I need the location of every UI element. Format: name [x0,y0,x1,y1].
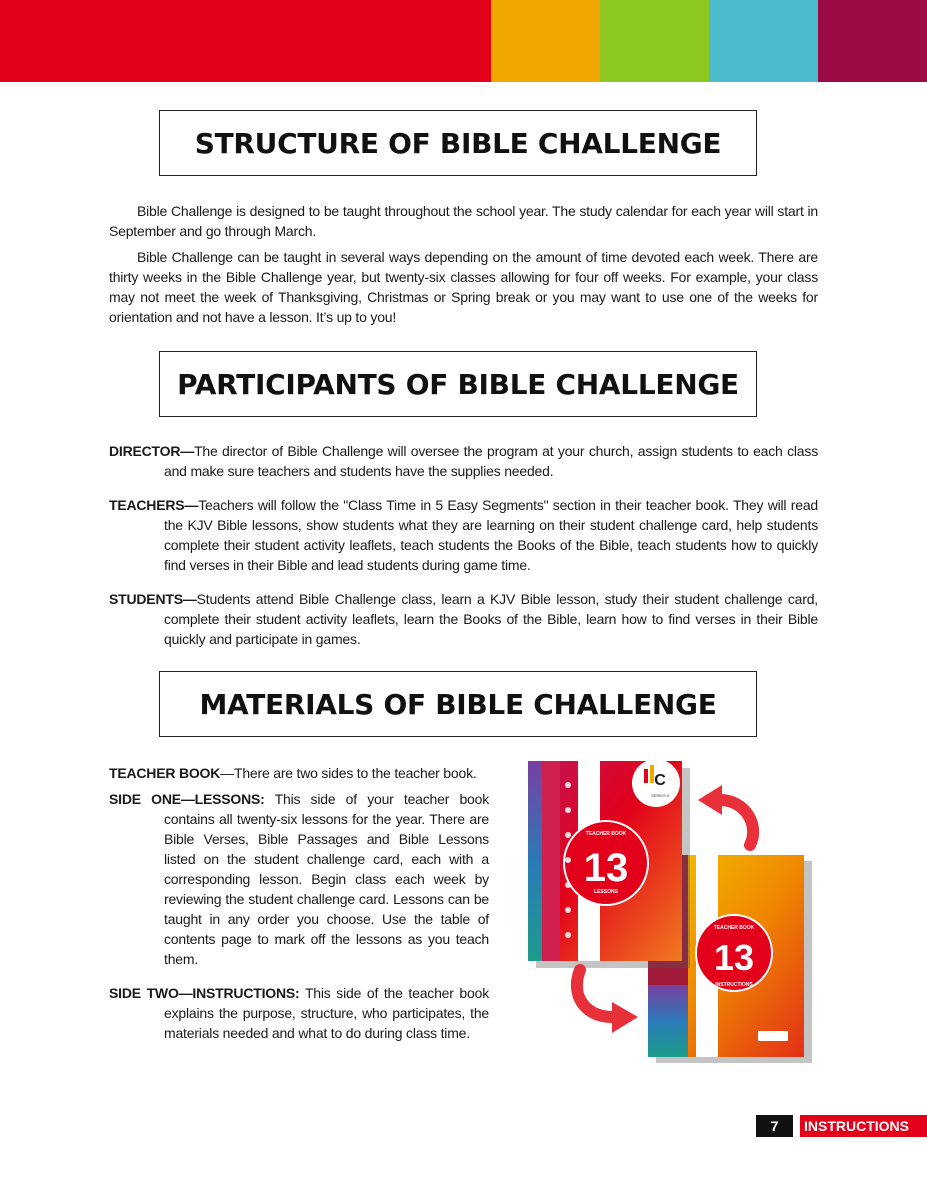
back-label-bottom: INSTRUCTIONS [715,982,753,988]
students-term: STUDENTS— [109,591,197,607]
color-block-orange [491,0,600,82]
back-label-top: TEACHER BOOK [713,925,755,931]
side-two-term: SIDE TWO—INSTRUCTIONS: [109,985,300,1001]
structure-paragraph-2 [109,247,818,327]
side-one-text: This side of your teacher book contains all twenty-six lessons for the year. There are Bible Verses, Bible Passages and Bible Lessons listed on the student challenge card, each with a corresponding lesson. Begin class each week by reviewing the student challenge card. Lessons can be taught in any order you choose. Use the table of contents page to mark off the lessons as you teach them. [164,791,489,967]
section-label: INSTRUCTIONS [800,1115,927,1137]
teacher-book-text: —There are two sides to the teacher book. [220,765,477,781]
structure-paragraph-1 [109,201,818,241]
curved-arrow-bottom-icon [577,970,638,1033]
heading-participants: PARTICIPANTS OF BIBLE CHALLENGE [159,351,757,417]
material-side-one [109,789,489,969]
teacher-book-term: TEACHER BOOK [109,765,221,781]
book-front-lessons [528,759,690,968]
participant-students [109,589,818,649]
participant-director [109,441,818,481]
structure-p1-text: Bible Challenge is designed to be taught throughout the school year. The study calendar for each year will start in September and go through March. [109,203,818,239]
top-color-bar [0,0,927,82]
front-label-bottom: LESSONS [594,889,618,895]
side-one-term: SIDE ONE—LESSONS: [109,791,265,807]
teachers-term: TEACHERS— [109,497,199,513]
director-term: DIRECTOR— [109,443,195,459]
color-block-maroon [818,0,927,82]
heading-structure: STRUCTURE OF BIBLE CHALLENGE [159,110,757,176]
director-text: The director of Bible Challenge will oversee the program at your church, assign students to each class and make sure teachers and students have the supplies needed. [164,443,818,479]
curved-arrow-top-icon [698,785,753,845]
participant-teachers [109,495,818,575]
material-side-two [109,983,489,1043]
color-block-green [600,0,709,82]
back-number: 13 [713,937,755,978]
page-number: 7 [756,1115,793,1137]
students-text: Students attend Bible Challenge class, learn a KJV Bible lesson, study their student challenge card, complete their student activity leaflets, learn the Books of the Bible, learn how to find verses in their Bible quickly and participate in games. [164,591,818,647]
front-number: 13 [583,846,629,890]
logo-letter: C [654,772,666,789]
logo-text: SERIES II [650,793,670,798]
structure-p2-text: Bible Challenge can be taught in several ways depending on the amount of time devoted each week. There are thirty weeks in the Bible Challenge year, but twenty-six classes allowing for four off weeks. For example, your class may not meet the week of Thanksgiving, Christmas or Spring break or you may want to use one of the weeks for orientation and not have a lesson. It’s up to you! [109,249,818,325]
material-teacher-book [109,763,489,783]
side-two-text: This side of the teacher book explains the purpose, structure, who participates, the materials needed and what to do during class time. [164,985,489,1041]
color-block-cyan [709,0,818,82]
front-label-top: TEACHER BOOK [585,831,627,837]
teachers-text: Teachers will follow the "Class Time in 5 Easy Segments" section in their teacher book. They will read the KJV Bible lessons, show students what they are learning on their student challenge card, help students complete their student activity leaflets, teach students the Books of the Bible, teach students how to quickly find verses in their Bible and lead students during game time. [164,497,818,573]
heading-materials: MATERIALS OF BIBLE CHALLENGE [159,671,757,737]
teacher-book-covers-image [520,755,820,1065]
color-block-red [0,0,491,82]
